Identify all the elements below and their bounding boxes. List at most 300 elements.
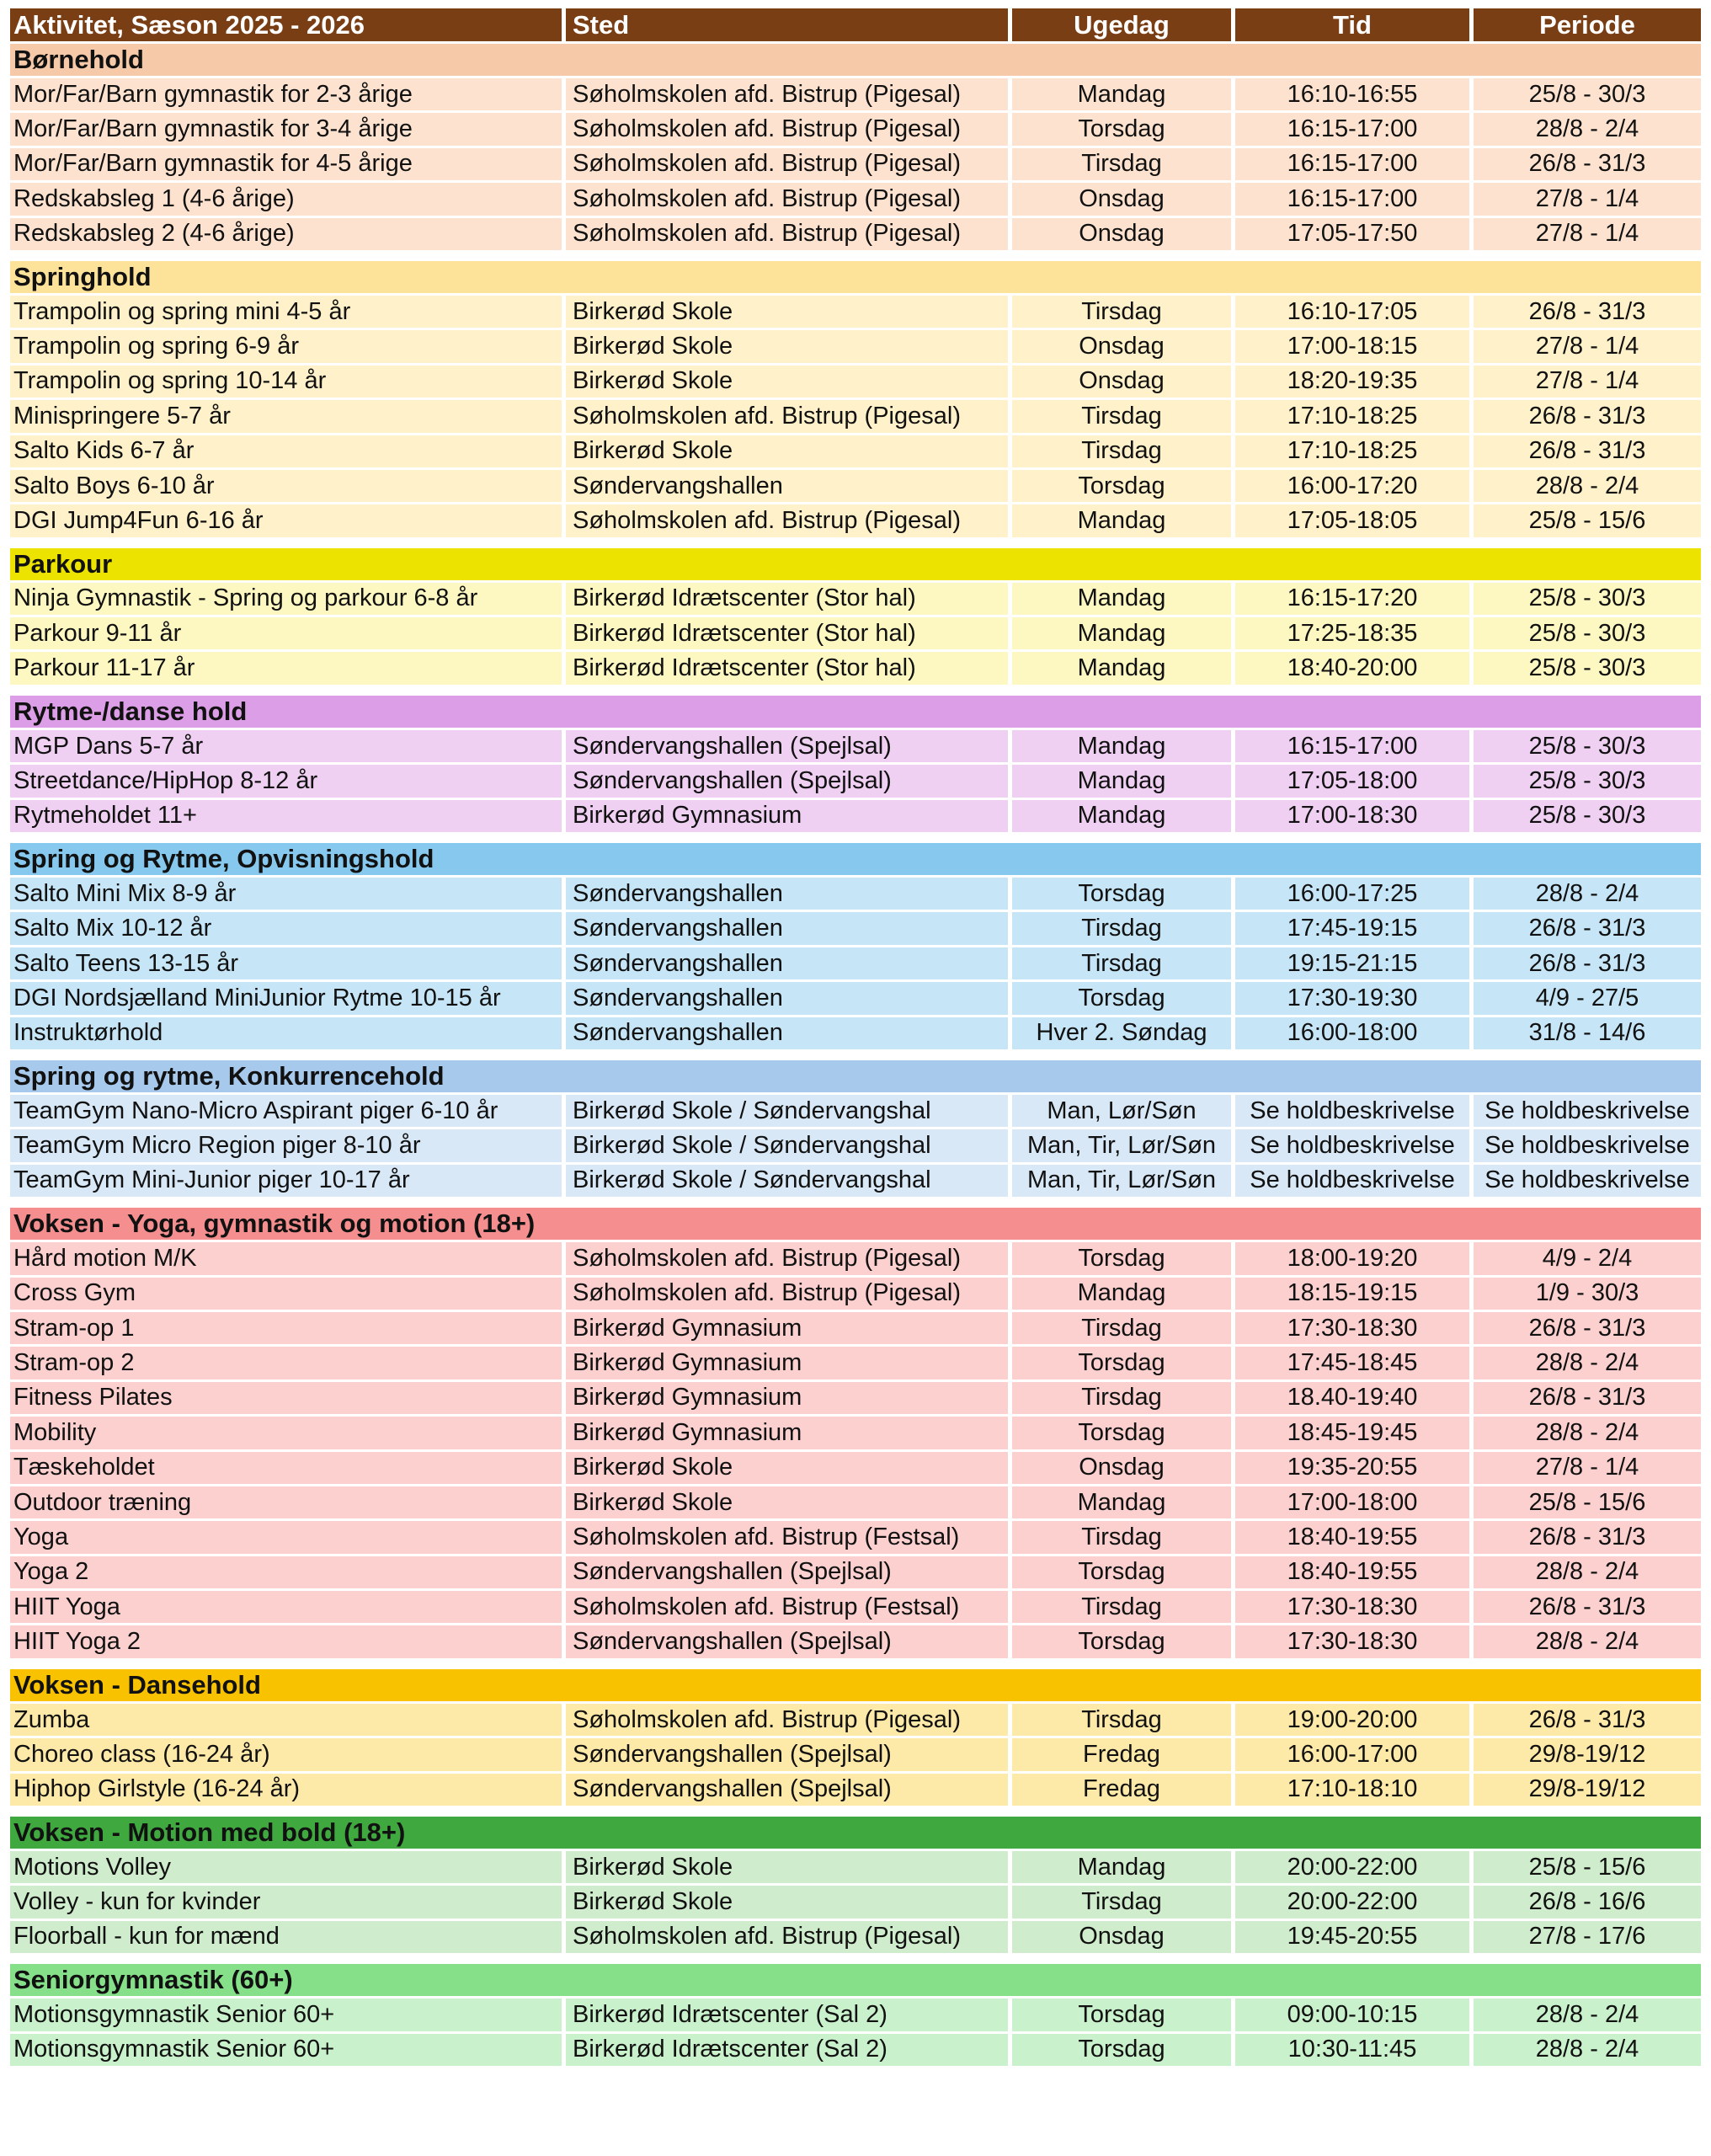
table-row — [10, 1738, 1701, 1773]
table-row — [10, 2034, 1701, 2068]
location-cell: Birkerød Skole — [566, 1886, 1012, 1920]
time-cell: 17:45-19:15 — [1235, 912, 1474, 947]
period-cell: Se holdbeskrivelse — [1474, 1095, 1701, 1129]
activity-cell: Mor/Far/Barn gymnastik for 4-5 årige — [10, 148, 566, 183]
activity-cell: Stram-op 1 — [10, 1312, 566, 1347]
time-cell: 20:00-22:00 — [1235, 1886, 1474, 1920]
location-cell: Søholmskolen afd. Bistrup (Festsal) — [566, 1591, 1012, 1625]
period-cell: 26/8 - 31/3 — [1474, 1312, 1701, 1347]
period-cell: 26/8 - 31/3 — [1474, 296, 1701, 330]
period-cell: 26/8 - 31/3 — [1474, 1704, 1701, 1738]
time-cell: 17:30-19:30 — [1235, 982, 1474, 1017]
weekday-cell: Mandag — [1012, 1851, 1235, 1886]
time-cell: 19:15-21:15 — [1235, 947, 1474, 982]
table-row — [10, 1886, 1701, 1920]
activity-cell: Streetdance/HipHop 8-12 år — [10, 765, 566, 799]
weekday-cell: Hver 2. Søndag — [1012, 1017, 1235, 1052]
period-cell: 31/8 - 14/6 — [1474, 1017, 1701, 1052]
period-cell: 26/8 - 31/3 — [1474, 1382, 1701, 1417]
table-row — [10, 1486, 1701, 1521]
table-row — [10, 947, 1701, 982]
activity-cell: Mor/Far/Barn gymnastik for 3-4 årige — [10, 113, 566, 147]
location-cell: Birkerød Gymnasium — [566, 1347, 1012, 1381]
weekday-cell: Tirsdag — [1012, 912, 1235, 947]
activity-cell: Yoga 2 — [10, 1556, 566, 1591]
weekday-cell: Torsdag — [1012, 1999, 1235, 2033]
weekday-cell: Tirsdag — [1012, 296, 1235, 330]
period-cell: 29/8-19/12 — [1474, 1738, 1701, 1773]
table-row — [10, 1999, 1701, 2033]
section-header — [10, 696, 1701, 730]
period-cell: 25/8 - 30/3 — [1474, 765, 1701, 799]
weekday-cell: Fredag — [1012, 1774, 1235, 1808]
weekday-cell: Man, Tir, Lør/Søn — [1012, 1129, 1235, 1164]
time-cell: 18:40-19:55 — [1235, 1556, 1474, 1591]
time-cell: 17:30-18:30 — [1235, 1591, 1474, 1625]
location-cell: Birkerød Skole / Søndervangshal — [566, 1165, 1012, 1199]
activity-cell: Salto Mini Mix 8-9 år — [10, 878, 566, 912]
activity-cell: Trampolin og spring mini 4-5 år — [10, 296, 566, 330]
table-row — [10, 1774, 1701, 1808]
weekday-cell: Mandag — [1012, 78, 1235, 113]
time-cell: 17:00-18:15 — [1235, 330, 1474, 365]
activity-cell: Mobility — [10, 1417, 566, 1451]
period-cell: 25/8 - 30/3 — [1474, 652, 1701, 686]
location-cell: Søndervangshallen (Spejlsal) — [566, 765, 1012, 799]
table-row — [10, 1417, 1701, 1451]
header-activity: Aktivitet, Sæson 2025 - 2026 — [10, 8, 566, 44]
location-cell: Søndervangshallen — [566, 1017, 1012, 1052]
activity-cell: Choreo class (16-24 år) — [10, 1738, 566, 1773]
location-cell: Søholmskolen afd. Bistrup (Pigesal) — [566, 504, 1012, 539]
period-cell: 26/8 - 31/3 — [1474, 1591, 1701, 1625]
section-group — [10, 44, 1701, 253]
time-cell: 20:00-22:00 — [1235, 1851, 1474, 1886]
weekday-cell: Onsdag — [1012, 366, 1235, 400]
activity-cell: Salto Boys 6-10 år — [10, 470, 566, 504]
time-cell: 17:45-18:45 — [1235, 1347, 1474, 1381]
weekday-cell: Torsdag — [1012, 1556, 1235, 1591]
activity-cell: TeamGym Micro Region piger 8-10 år — [10, 1129, 566, 1164]
location-cell: Birkerød Idrætscenter (Sal 2) — [566, 2034, 1012, 2068]
section-title: Voksen - Motion med bold (18+) — [13, 1817, 406, 1848]
activity-cell: Parkour 11-17 år — [10, 652, 566, 686]
location-cell: Søholmskolen afd. Bistrup (Pigesal) — [566, 1921, 1012, 1956]
weekday-cell: Onsdag — [1012, 330, 1235, 365]
activity-cell: Salto Mix 10-12 år — [10, 912, 566, 947]
location-cell: Søndervangshallen (Spejlsal) — [566, 730, 1012, 765]
table-row — [10, 1521, 1701, 1556]
time-cell: 16:15-17:00 — [1235, 730, 1474, 765]
table-row — [10, 1347, 1701, 1381]
section-title: Springhold — [13, 261, 152, 291]
table-row — [10, 218, 1701, 253]
location-cell: Birkerød Skole — [566, 1486, 1012, 1521]
location-cell: Søholmskolen afd. Bistrup (Pigesal) — [566, 148, 1012, 183]
table-row — [10, 1921, 1701, 1956]
period-cell: 26/8 - 31/3 — [1474, 912, 1701, 947]
location-cell: Søholmskolen afd. Bistrup (Pigesal) — [566, 400, 1012, 435]
weekday-cell: Torsdag — [1012, 1242, 1235, 1277]
table-row — [10, 730, 1701, 765]
location-cell: Søholmskolen afd. Bistrup (Pigesal) — [566, 1242, 1012, 1277]
table-row — [10, 800, 1701, 835]
weekday-cell: Tirsdag — [1012, 1886, 1235, 1920]
activity-cell: Rytmeholdet 11+ — [10, 800, 566, 835]
location-cell: Søndervangshallen (Spejlsal) — [566, 1774, 1012, 1808]
section-header — [10, 1964, 1701, 1999]
period-cell: 26/8 - 16/6 — [1474, 1886, 1701, 1920]
period-cell: Se holdbeskrivelse — [1474, 1165, 1701, 1199]
time-cell: 19:35-20:55 — [1235, 1452, 1474, 1486]
location-cell: Birkerød Skole — [566, 330, 1012, 365]
period-cell: 27/8 - 17/6 — [1474, 1921, 1701, 1956]
activity-cell: Zumba — [10, 1704, 566, 1738]
table-row — [10, 470, 1701, 504]
time-cell: 19:00-20:00 — [1235, 1704, 1474, 1738]
table-row — [10, 1625, 1701, 1660]
location-cell: Søholmskolen afd. Bistrup (Pigesal) — [566, 218, 1012, 253]
period-cell: 25/8 - 30/3 — [1474, 617, 1701, 652]
activity-cell: Yoga — [10, 1521, 566, 1556]
header-location: Sted — [566, 8, 1012, 44]
location-cell: Søholmskolen afd. Bistrup (Pigesal) — [566, 183, 1012, 217]
period-cell: 4/9 - 2/4 — [1474, 1242, 1701, 1277]
section-header — [10, 1817, 1701, 1851]
activity-cell: Stram-op 2 — [10, 1347, 566, 1381]
period-cell: 25/8 - 15/6 — [1474, 504, 1701, 539]
period-cell: 28/8 - 2/4 — [1474, 878, 1701, 912]
location-cell: Birkerød Skole — [566, 1452, 1012, 1486]
weekday-cell: Onsdag — [1012, 1452, 1235, 1486]
period-cell: 28/8 - 2/4 — [1474, 1556, 1701, 1591]
section-group — [10, 261, 1701, 540]
sections-container — [10, 44, 1701, 2068]
weekday-cell: Torsdag — [1012, 878, 1235, 912]
period-cell: 25/8 - 30/3 — [1474, 78, 1701, 113]
period-cell: 26/8 - 31/3 — [1474, 435, 1701, 470]
time-cell: 16:10-16:55 — [1235, 78, 1474, 113]
activity-cell: Minispringere 5-7 år — [10, 400, 566, 435]
table-row — [10, 1278, 1701, 1312]
section-header — [10, 843, 1701, 878]
activity-cell: DGI Nordsjælland MiniJunior Rytme 10-15 år — [10, 982, 566, 1017]
activity-cell: HIIT Yoga 2 — [10, 1625, 566, 1660]
table-row — [10, 400, 1701, 435]
table-row — [10, 583, 1701, 617]
period-cell: 27/8 - 1/4 — [1474, 330, 1701, 365]
weekday-cell: Onsdag — [1012, 1921, 1235, 1956]
weekday-cell: Tirsdag — [1012, 1312, 1235, 1347]
table-row — [10, 1591, 1701, 1625]
section-title: Voksen - Yoga, gymnastik og motion (18+) — [13, 1209, 536, 1239]
time-cell: Se holdbeskrivelse — [1235, 1129, 1474, 1164]
section-title: Seniorgymnastik (60+) — [13, 1965, 293, 1995]
section-group — [10, 843, 1701, 1052]
section-group — [10, 696, 1701, 835]
period-cell: 26/8 - 31/3 — [1474, 148, 1701, 183]
weekday-cell: Mandag — [1012, 800, 1235, 835]
weekday-cell: Tirsdag — [1012, 1591, 1235, 1625]
time-cell: 18:45-19:45 — [1235, 1417, 1474, 1451]
weekday-cell: Mandag — [1012, 617, 1235, 652]
activity-cell: Trampolin og spring 6-9 år — [10, 330, 566, 365]
location-cell: Søndervangshallen — [566, 982, 1012, 1017]
location-cell: Søholmskolen afd. Bistrup (Festsal) — [566, 1521, 1012, 1556]
section-header — [10, 44, 1701, 78]
activity-cell: Hård motion M/K — [10, 1242, 566, 1277]
weekday-cell: Man, Tir, Lør/Søn — [1012, 1165, 1235, 1199]
time-cell: 17:30-18:30 — [1235, 1625, 1474, 1660]
period-cell: 28/8 - 2/4 — [1474, 113, 1701, 147]
weekday-cell: Man, Lør/Søn — [1012, 1095, 1235, 1129]
activity-cell: MGP Dans 5-7 år — [10, 730, 566, 765]
period-cell: 27/8 - 1/4 — [1474, 1452, 1701, 1486]
time-cell: 17:25-18:35 — [1235, 617, 1474, 652]
table-row — [10, 366, 1701, 400]
activity-cell: Outdoor træning — [10, 1486, 566, 1521]
activity-cell: Volley - kun for kvinder — [10, 1886, 566, 1920]
activity-cell: DGI Jump4Fun 6-16 år — [10, 504, 566, 539]
period-cell: 25/8 - 15/6 — [1474, 1851, 1701, 1886]
time-cell: 10:30-11:45 — [1235, 2034, 1474, 2068]
section-group — [10, 1817, 1701, 1956]
table-row — [10, 1452, 1701, 1486]
period-cell: 26/8 - 31/3 — [1474, 400, 1701, 435]
weekday-cell: Fredag — [1012, 1738, 1235, 1773]
activity-cell: Hiphop Girlstyle (16-24 år) — [10, 1774, 566, 1808]
time-cell: 18:00-19:20 — [1235, 1242, 1474, 1277]
time-cell: 18:40-20:00 — [1235, 652, 1474, 686]
table-row — [10, 504, 1701, 539]
weekday-cell: Mandag — [1012, 504, 1235, 539]
location-cell: Søndervangshallen — [566, 470, 1012, 504]
activity-cell: Floorball - kun for mænd — [10, 1921, 566, 1956]
time-cell: Se holdbeskrivelse — [1235, 1095, 1474, 1129]
activity-cell: Mor/Far/Barn gymnastik for 2-3 årige — [10, 78, 566, 113]
location-cell: Birkerød Skole / Søndervangshal — [566, 1129, 1012, 1164]
activity-cell: Salto Kids 6-7 år — [10, 435, 566, 470]
table-row — [10, 1129, 1701, 1164]
activity-cell: Redskabsleg 2 (4-6 årige) — [10, 218, 566, 253]
location-cell: Birkerød Skole — [566, 435, 1012, 470]
weekday-cell: Torsdag — [1012, 2034, 1235, 2068]
time-cell: 19:45-20:55 — [1235, 1921, 1474, 1956]
time-cell: 17:30-18:30 — [1235, 1312, 1474, 1347]
activity-cell: Redskabsleg 1 (4-6 årige) — [10, 183, 566, 217]
table-row — [10, 296, 1701, 330]
weekday-cell: Onsdag — [1012, 183, 1235, 217]
activity-cell: Motionsgymnastik Senior 60+ — [10, 2034, 566, 2068]
location-cell: Søholmskolen afd. Bistrup (Pigesal) — [566, 1704, 1012, 1738]
time-cell: 16:00-18:00 — [1235, 1017, 1474, 1052]
weekday-cell: Mandag — [1012, 765, 1235, 799]
time-cell: 17:00-18:30 — [1235, 800, 1474, 835]
location-cell: Birkerød Skole — [566, 296, 1012, 330]
activity-cell: TeamGym Nano-Micro Aspirant piger 6-10 år — [10, 1095, 566, 1129]
activity-cell: Motionsgymnastik Senior 60+ — [10, 1999, 566, 2033]
weekday-cell: Tirsdag — [1012, 1382, 1235, 1417]
time-cell: 17:10-18:25 — [1235, 400, 1474, 435]
location-cell: Birkerød Idrætscenter (Stor hal) — [566, 583, 1012, 617]
activity-cell: Instruktørhold — [10, 1017, 566, 1052]
table-row — [10, 113, 1701, 147]
period-cell: 29/8-19/12 — [1474, 1774, 1701, 1808]
table-row — [10, 1017, 1701, 1052]
table-row — [10, 1556, 1701, 1591]
location-cell: Birkerød Skole / Søndervangshal — [566, 1095, 1012, 1129]
table-row — [10, 78, 1701, 113]
header-period: Periode — [1474, 8, 1701, 44]
location-cell: Birkerød Idrætscenter (Sal 2) — [566, 1999, 1012, 2033]
activity-cell: Trampolin og spring 10-14 år — [10, 366, 566, 400]
time-cell: 17:05-18:00 — [1235, 765, 1474, 799]
section-group — [10, 1060, 1701, 1199]
table-row — [10, 765, 1701, 799]
activity-cell: Motions Volley — [10, 1851, 566, 1886]
period-cell: Se holdbeskrivelse — [1474, 1129, 1701, 1164]
location-cell: Søndervangshallen — [566, 947, 1012, 982]
table-row — [10, 1851, 1701, 1886]
weekday-cell: Tirsdag — [1012, 400, 1235, 435]
weekday-cell: Torsdag — [1012, 470, 1235, 504]
location-cell: Birkerød Idrætscenter (Stor hal) — [566, 617, 1012, 652]
time-cell: 16:15-17:00 — [1235, 148, 1474, 183]
table-row — [10, 878, 1701, 912]
time-cell: 18:20-19:35 — [1235, 366, 1474, 400]
location-cell: Søholmskolen afd. Bistrup (Pigesal) — [566, 78, 1012, 113]
time-cell: 17:00-18:00 — [1235, 1486, 1474, 1521]
table-row — [10, 148, 1701, 183]
section-header — [10, 1060, 1701, 1095]
time-cell: 17:05-17:50 — [1235, 218, 1474, 253]
weekday-cell: Mandag — [1012, 730, 1235, 765]
location-cell: Søndervangshallen — [566, 912, 1012, 947]
weekday-cell: Tirsdag — [1012, 947, 1235, 982]
location-cell: Birkerød Skole — [566, 1851, 1012, 1886]
location-cell: Birkerød Skole — [566, 366, 1012, 400]
time-cell: 18:15-19:15 — [1235, 1278, 1474, 1312]
weekday-cell: Torsdag — [1012, 113, 1235, 147]
location-cell: Birkerød Gymnasium — [566, 1417, 1012, 1451]
time-cell: 09:00-10:15 — [1235, 1999, 1474, 2033]
section-title: Parkour — [13, 548, 113, 579]
header-time: Tid — [1235, 8, 1474, 44]
activity-cell: Salto Teens 13-15 år — [10, 947, 566, 982]
header-weekday: Ugedag — [1012, 8, 1235, 44]
section-header — [10, 1669, 1701, 1704]
activity-cell: TeamGym Mini-Junior piger 10-17 år — [10, 1165, 566, 1199]
weekday-cell: Mandag — [1012, 1486, 1235, 1521]
time-cell: 16:00-17:00 — [1235, 1738, 1474, 1773]
time-cell: 16:15-17:20 — [1235, 583, 1474, 617]
time-cell: 16:00-17:20 — [1235, 470, 1474, 504]
location-cell: Birkerød Gymnasium — [566, 1312, 1012, 1347]
time-cell: 18:40-19:55 — [1235, 1521, 1474, 1556]
section-title: Voksen - Dansehold — [13, 1669, 261, 1700]
period-cell: 26/8 - 31/3 — [1474, 947, 1701, 982]
time-cell: 16:00-17:25 — [1235, 878, 1474, 912]
weekday-cell: Mandag — [1012, 583, 1235, 617]
weekday-cell: Torsdag — [1012, 982, 1235, 1017]
table-row — [10, 1165, 1701, 1199]
weekday-cell: Torsdag — [1012, 1417, 1235, 1451]
weekday-cell: Tirsdag — [1012, 1704, 1235, 1738]
time-cell: 16:10-17:05 — [1235, 296, 1474, 330]
weekday-cell: Onsdag — [1012, 218, 1235, 253]
period-cell: 28/8 - 2/4 — [1474, 2034, 1701, 2068]
table-row — [10, 652, 1701, 686]
period-cell: 25/8 - 30/3 — [1474, 730, 1701, 765]
period-cell: 25/8 - 30/3 — [1474, 583, 1701, 617]
section-group — [10, 1208, 1701, 1661]
period-cell: 26/8 - 31/3 — [1474, 1521, 1701, 1556]
location-cell: Søndervangshallen (Spejlsal) — [566, 1625, 1012, 1660]
section-group — [10, 1669, 1701, 1808]
weekday-cell: Mandag — [1012, 652, 1235, 686]
location-cell: Søndervangshallen (Spejlsal) — [566, 1556, 1012, 1591]
period-cell: 4/9 - 27/5 — [1474, 982, 1701, 1017]
period-cell: 27/8 - 1/4 — [1474, 366, 1701, 400]
period-cell: 28/8 - 2/4 — [1474, 1417, 1701, 1451]
section-title: Spring og rytme, Konkurrencehold — [13, 1060, 445, 1091]
location-cell: Søholmskolen afd. Bistrup (Pigesal) — [566, 113, 1012, 147]
table-row — [10, 183, 1701, 217]
location-cell: Birkerød Gymnasium — [566, 1382, 1012, 1417]
period-cell: 27/8 - 1/4 — [1474, 183, 1701, 217]
table-header — [10, 8, 1701, 44]
table-row — [10, 912, 1701, 947]
period-cell: 28/8 - 2/4 — [1474, 1625, 1701, 1660]
location-cell: Søndervangshallen — [566, 878, 1012, 912]
section-title: Spring og Rytme, Opvisningshold — [13, 844, 434, 874]
time-cell: 17:10-18:25 — [1235, 435, 1474, 470]
period-cell: 28/8 - 2/4 — [1474, 1347, 1701, 1381]
table-row — [10, 1382, 1701, 1417]
activity-cell: Cross Gym — [10, 1278, 566, 1312]
table-row — [10, 617, 1701, 652]
table-row — [10, 435, 1701, 470]
period-cell: 28/8 - 2/4 — [1474, 470, 1701, 504]
time-cell: 18.40-19:40 — [1235, 1382, 1474, 1417]
weekday-cell: Torsdag — [1012, 1625, 1235, 1660]
table-row — [10, 1312, 1701, 1347]
activity-cell: Parkour 9-11 år — [10, 617, 566, 652]
activity-cell: Tæskeholdet — [10, 1452, 566, 1486]
table-row — [10, 1242, 1701, 1277]
location-cell: Birkerød Gymnasium — [566, 800, 1012, 835]
time-cell: 17:10-18:10 — [1235, 1774, 1474, 1808]
period-cell: 25/8 - 30/3 — [1474, 800, 1701, 835]
section-group — [10, 1964, 1701, 2068]
section-title: Børnehold — [13, 45, 144, 74]
weekday-cell: Tirsdag — [1012, 1521, 1235, 1556]
period-cell: 25/8 - 15/6 — [1474, 1486, 1701, 1521]
location-cell: Søholmskolen afd. Bistrup (Pigesal) — [566, 1278, 1012, 1312]
activity-cell: HIIT Yoga — [10, 1591, 566, 1625]
section-header — [10, 261, 1701, 296]
weekday-cell: Tirsdag — [1012, 148, 1235, 183]
section-title: Rytme-/danse hold — [13, 696, 248, 726]
table-row — [10, 982, 1701, 1017]
section-header — [10, 1208, 1701, 1242]
period-cell: 28/8 - 2/4 — [1474, 1999, 1701, 2033]
time-cell: 16:15-17:00 — [1235, 183, 1474, 217]
weekday-cell: Torsdag — [1012, 1347, 1235, 1381]
time-cell: 17:05-18:05 — [1235, 504, 1474, 539]
table-row — [10, 330, 1701, 365]
time-cell: Se holdbeskrivelse — [1235, 1165, 1474, 1199]
